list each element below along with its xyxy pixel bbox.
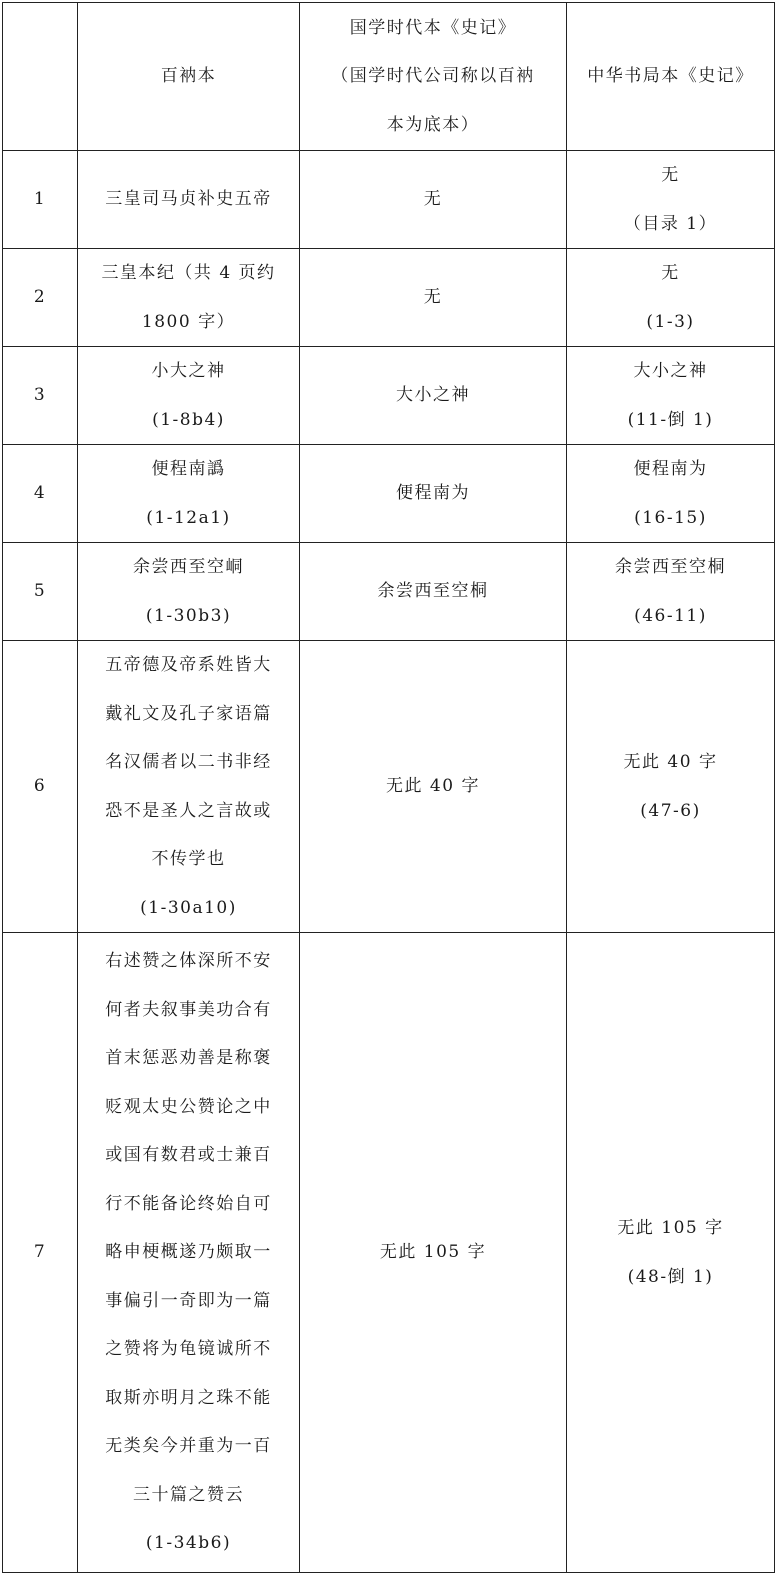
- zhonghua-line: （目录 1）: [623, 213, 718, 234]
- zhonghua-line: 大小之神: [633, 361, 708, 381]
- bainaben-line: (1-30b3): [145, 605, 232, 626]
- zhonghua-cell: [567, 249, 775, 347]
- zhonghua-line: (48-倒 1): [627, 1266, 714, 1287]
- guoxue-cell: [300, 249, 567, 347]
- zhonghua-cell: [567, 151, 775, 249]
- bainaben-line: 便程南譌: [151, 459, 226, 479]
- bainaben-line: 或国有数君或士兼百: [105, 1145, 272, 1166]
- zhonghua-line: 无此 105 字: [617, 1218, 724, 1238]
- bainaben-line: 何者夫叙事美功合有: [105, 999, 272, 1020]
- zhonghua-line: (1-3): [646, 311, 695, 332]
- zhonghua-cell: [567, 641, 775, 933]
- guoxue-cell: [300, 151, 567, 249]
- row-number-cell: 7: [3, 933, 78, 1573]
- bainaben-line: 名汉儒者以二书非经: [105, 752, 272, 772]
- header-num-cell: [3, 3, 78, 151]
- table-row: [3, 933, 775, 1573]
- table-row: [3, 347, 775, 445]
- bainaben-line: 三皇司马贞补史五帝: [105, 189, 272, 210]
- header-zhonghua-cell: 中华书局本《史记》: [567, 3, 775, 151]
- bainaben-line: 不传学也: [151, 849, 226, 869]
- bainaben-line: 三皇本纪（共 4 页约: [101, 263, 276, 283]
- guoxue-line: 无: [423, 189, 443, 210]
- bainaben-line: 戴礼文及孔子家语篇: [105, 703, 272, 724]
- table-row: [3, 543, 775, 641]
- guoxue-cell: [300, 641, 567, 933]
- guoxue-line: 余尝西至空桐: [377, 581, 489, 602]
- zhonghua-cell: [567, 933, 775, 1573]
- zhonghua-line: (11-倒 1): [627, 409, 714, 430]
- guoxue-line: 无: [423, 287, 443, 308]
- bainaben-line: (1-30a10): [140, 897, 237, 918]
- bainaben-line: 恐不是圣人之言故或: [105, 800, 272, 821]
- bainaben-cell: [78, 249, 300, 347]
- zhonghua-cell: [567, 543, 775, 641]
- row-number-cell: 4: [3, 445, 78, 543]
- zhonghua-line: 余尝西至空桐: [615, 557, 726, 577]
- guoxue-cell: [300, 445, 567, 543]
- bainaben-line: 五帝德及帝系姓皆大: [105, 655, 272, 675]
- bainaben-line: 三十篇之赞云: [133, 1484, 244, 1505]
- table-row: [3, 249, 775, 347]
- bainaben-cell: [78, 641, 300, 933]
- header-bainaben-cell: 百衲本: [78, 3, 300, 151]
- table-row: [3, 151, 775, 249]
- bainaben-line: 取斯亦明月之珠不能: [105, 1387, 272, 1408]
- bainaben-line: 1800 字）: [141, 311, 236, 332]
- guoxue-cell: [300, 933, 567, 1573]
- zhonghua-line: (46-11): [634, 605, 707, 626]
- header-guoxue-line: 国学时代本《史记》: [349, 17, 517, 38]
- bainaben-line: 小大之神: [151, 361, 226, 381]
- bainaben-line: (1-12a1): [146, 507, 231, 528]
- bainaben-cell: [78, 933, 300, 1573]
- guoxue-line: 大小之神: [396, 385, 470, 406]
- comparison-table: [2, 2, 775, 1573]
- header-guoxue-line: （国学时代公司称以百衲: [331, 66, 535, 87]
- header-guoxue-cell: [300, 3, 567, 151]
- bainaben-line: (1-34b6): [145, 1533, 232, 1554]
- bainaben-line: 右述赞之体深所不安: [105, 951, 272, 972]
- guoxue-cell: [300, 543, 567, 641]
- guoxue-cell: [300, 347, 567, 445]
- zhonghua-line: (47-6): [640, 800, 701, 821]
- bainaben-line: (1-8b4): [152, 409, 225, 430]
- table-row: [3, 445, 775, 543]
- zhonghua-cell: [567, 347, 775, 445]
- bainaben-line: 余尝西至空峒: [133, 557, 244, 577]
- bainaben-cell: [78, 445, 300, 543]
- row-number-cell: 1: [3, 151, 78, 249]
- bainaben-line: 贬观太史公赞论之中: [105, 1096, 272, 1117]
- header-row: [3, 3, 775, 151]
- bainaben-cell: [78, 151, 300, 249]
- table-row: [3, 641, 775, 933]
- bainaben-line: 事偏引一奇即为一篇: [105, 1290, 272, 1311]
- bainaben-line: 首末惩恶劝善是称褒: [105, 1048, 272, 1069]
- zhonghua-line: 无此 40 字: [623, 752, 718, 772]
- bainaben-line: 之赞将为龟镜诚所不: [105, 1339, 272, 1360]
- bainaben-cell: [78, 347, 300, 445]
- zhonghua-line: 无: [661, 263, 680, 283]
- bainaben-cell: [78, 543, 300, 641]
- zhonghua-line: (16-15): [634, 507, 707, 528]
- row-number-cell: 2: [3, 249, 78, 347]
- zhonghua-line: 无: [661, 165, 680, 185]
- zhonghua-cell: [567, 445, 775, 543]
- guoxue-line: 无此 105 字: [379, 1242, 487, 1263]
- row-number-cell: 6: [3, 641, 78, 933]
- guoxue-line: 便程南为: [396, 483, 470, 504]
- zhonghua-line: 便程南为: [633, 459, 708, 479]
- row-number-cell: 3: [3, 347, 78, 445]
- bainaben-line: 行不能备论终始自可: [105, 1193, 272, 1214]
- bainaben-line: 略申梗概遂乃颇取一: [105, 1242, 272, 1263]
- row-number-cell: 5: [3, 543, 78, 641]
- bainaben-line: 无类矣今并重为一百: [105, 1436, 272, 1457]
- guoxue-line: 无此 40 字: [386, 776, 480, 797]
- header-guoxue-line: 本为底本）: [386, 114, 480, 135]
